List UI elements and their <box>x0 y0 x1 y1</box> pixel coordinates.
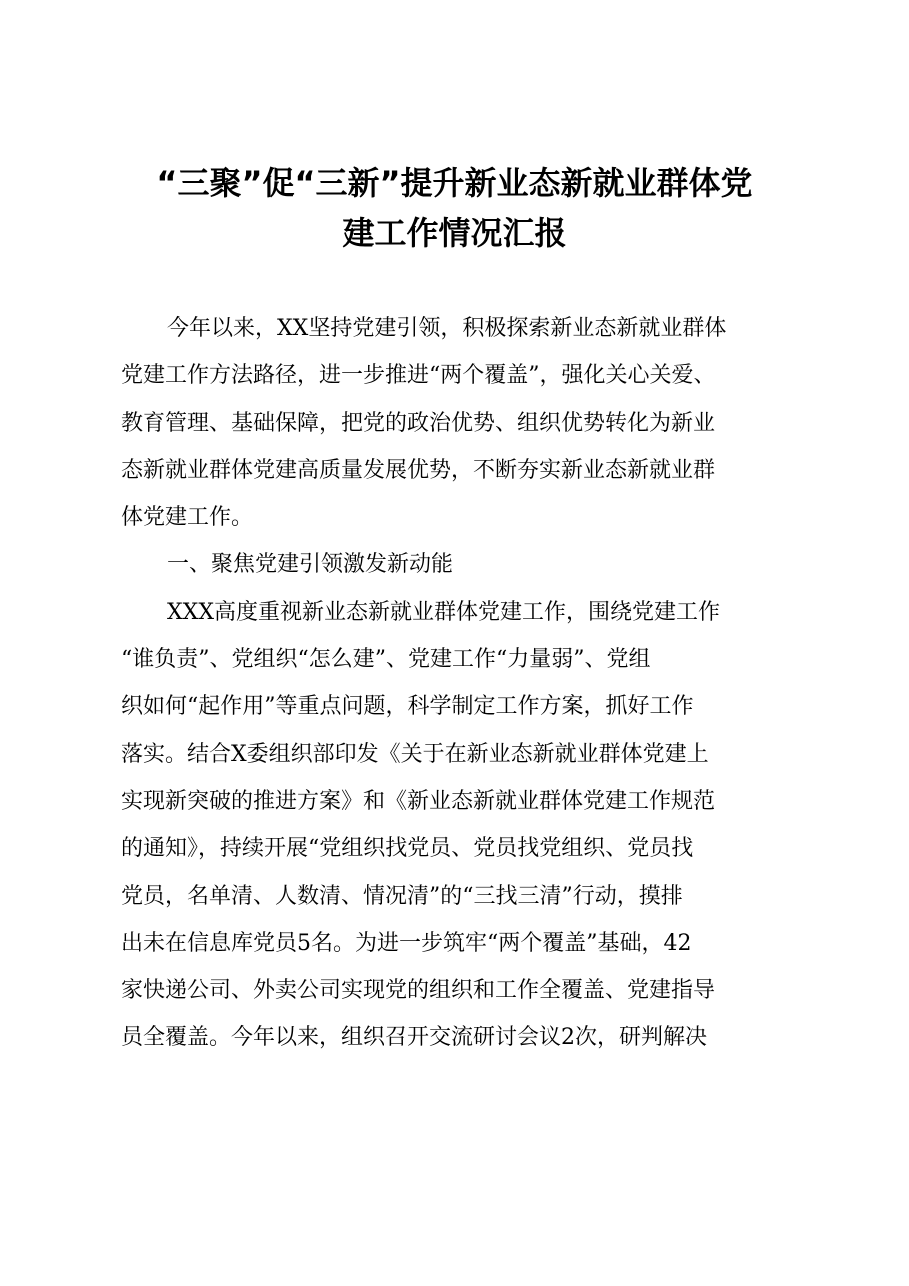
paragraph-1-line-2: 党建工作方法路径，进一步推进“两个覆盖”，强化关心关爱、 <box>121 363 716 389</box>
paragraph-1-line-3: 教育管理、基础保障，把党的政治优势、组织优势转化为新业 <box>121 410 716 436</box>
paragraph-2-line-1: XXX高度重视新业态新就业群体党建工作，围绕党建工作 <box>167 599 720 625</box>
title-line-1: “三聚”促“三新”提升新业态新就业群体党 <box>156 164 753 202</box>
document-body <box>121 305 789 1062</box>
paragraph-1-line-4: 态新就业群体党建高质量发展优势，不断夯实新业态新就业群 <box>121 457 716 483</box>
paragraph-2-line-10: 员全覆盖。今年以来，组织召开交流研讨会议2次，研判解决 <box>121 1025 707 1051</box>
paragraph-2-line-8: 出未在信息库党员5名。为进一步筑牢“两个覆盖”基础，42 <box>121 930 692 956</box>
paragraph-2-line-6: 的通知》，持续开展“党组织找党员、党员找党组织、党员找 <box>121 836 694 862</box>
paragraph-1-line-5: 体党建工作。 <box>121 505 254 531</box>
paragraph-2-line-3: 织如何“起作用”等重点问题，科学制定工作方案，抓好工作 <box>121 694 694 720</box>
paragraph-2-line-2: “谁负责”、党组织“怎么建”、党建工作“力量弱”、党组 <box>121 647 651 673</box>
paragraph-1-line-1: 今年以来，XX坚持党建引领，积极探索新业态新就业群体 <box>167 316 727 341</box>
paragraph-2-line-7: 党员，名单清、人数清、情况清”的“三找三清”行动，摸排 <box>121 883 683 909</box>
paragraph-2-line-5: 实现新突破的推进方案》和《新业态新就业群体党建工作规范 <box>121 788 716 814</box>
section-heading-1: 一、聚焦党建引领激发新动能 <box>167 552 454 578</box>
title-line-2: 建工作情况汇报 <box>342 214 567 252</box>
document-title <box>100 158 809 258</box>
paragraph-2-line-4: 落实。结合X委组织部印发《关于在新业态新就业群体党建上 <box>121 741 709 767</box>
paragraph-2-line-9: 家快递公司、外卖公司实现党的组织和工作全覆盖、党建指导 <box>121 978 716 1004</box>
